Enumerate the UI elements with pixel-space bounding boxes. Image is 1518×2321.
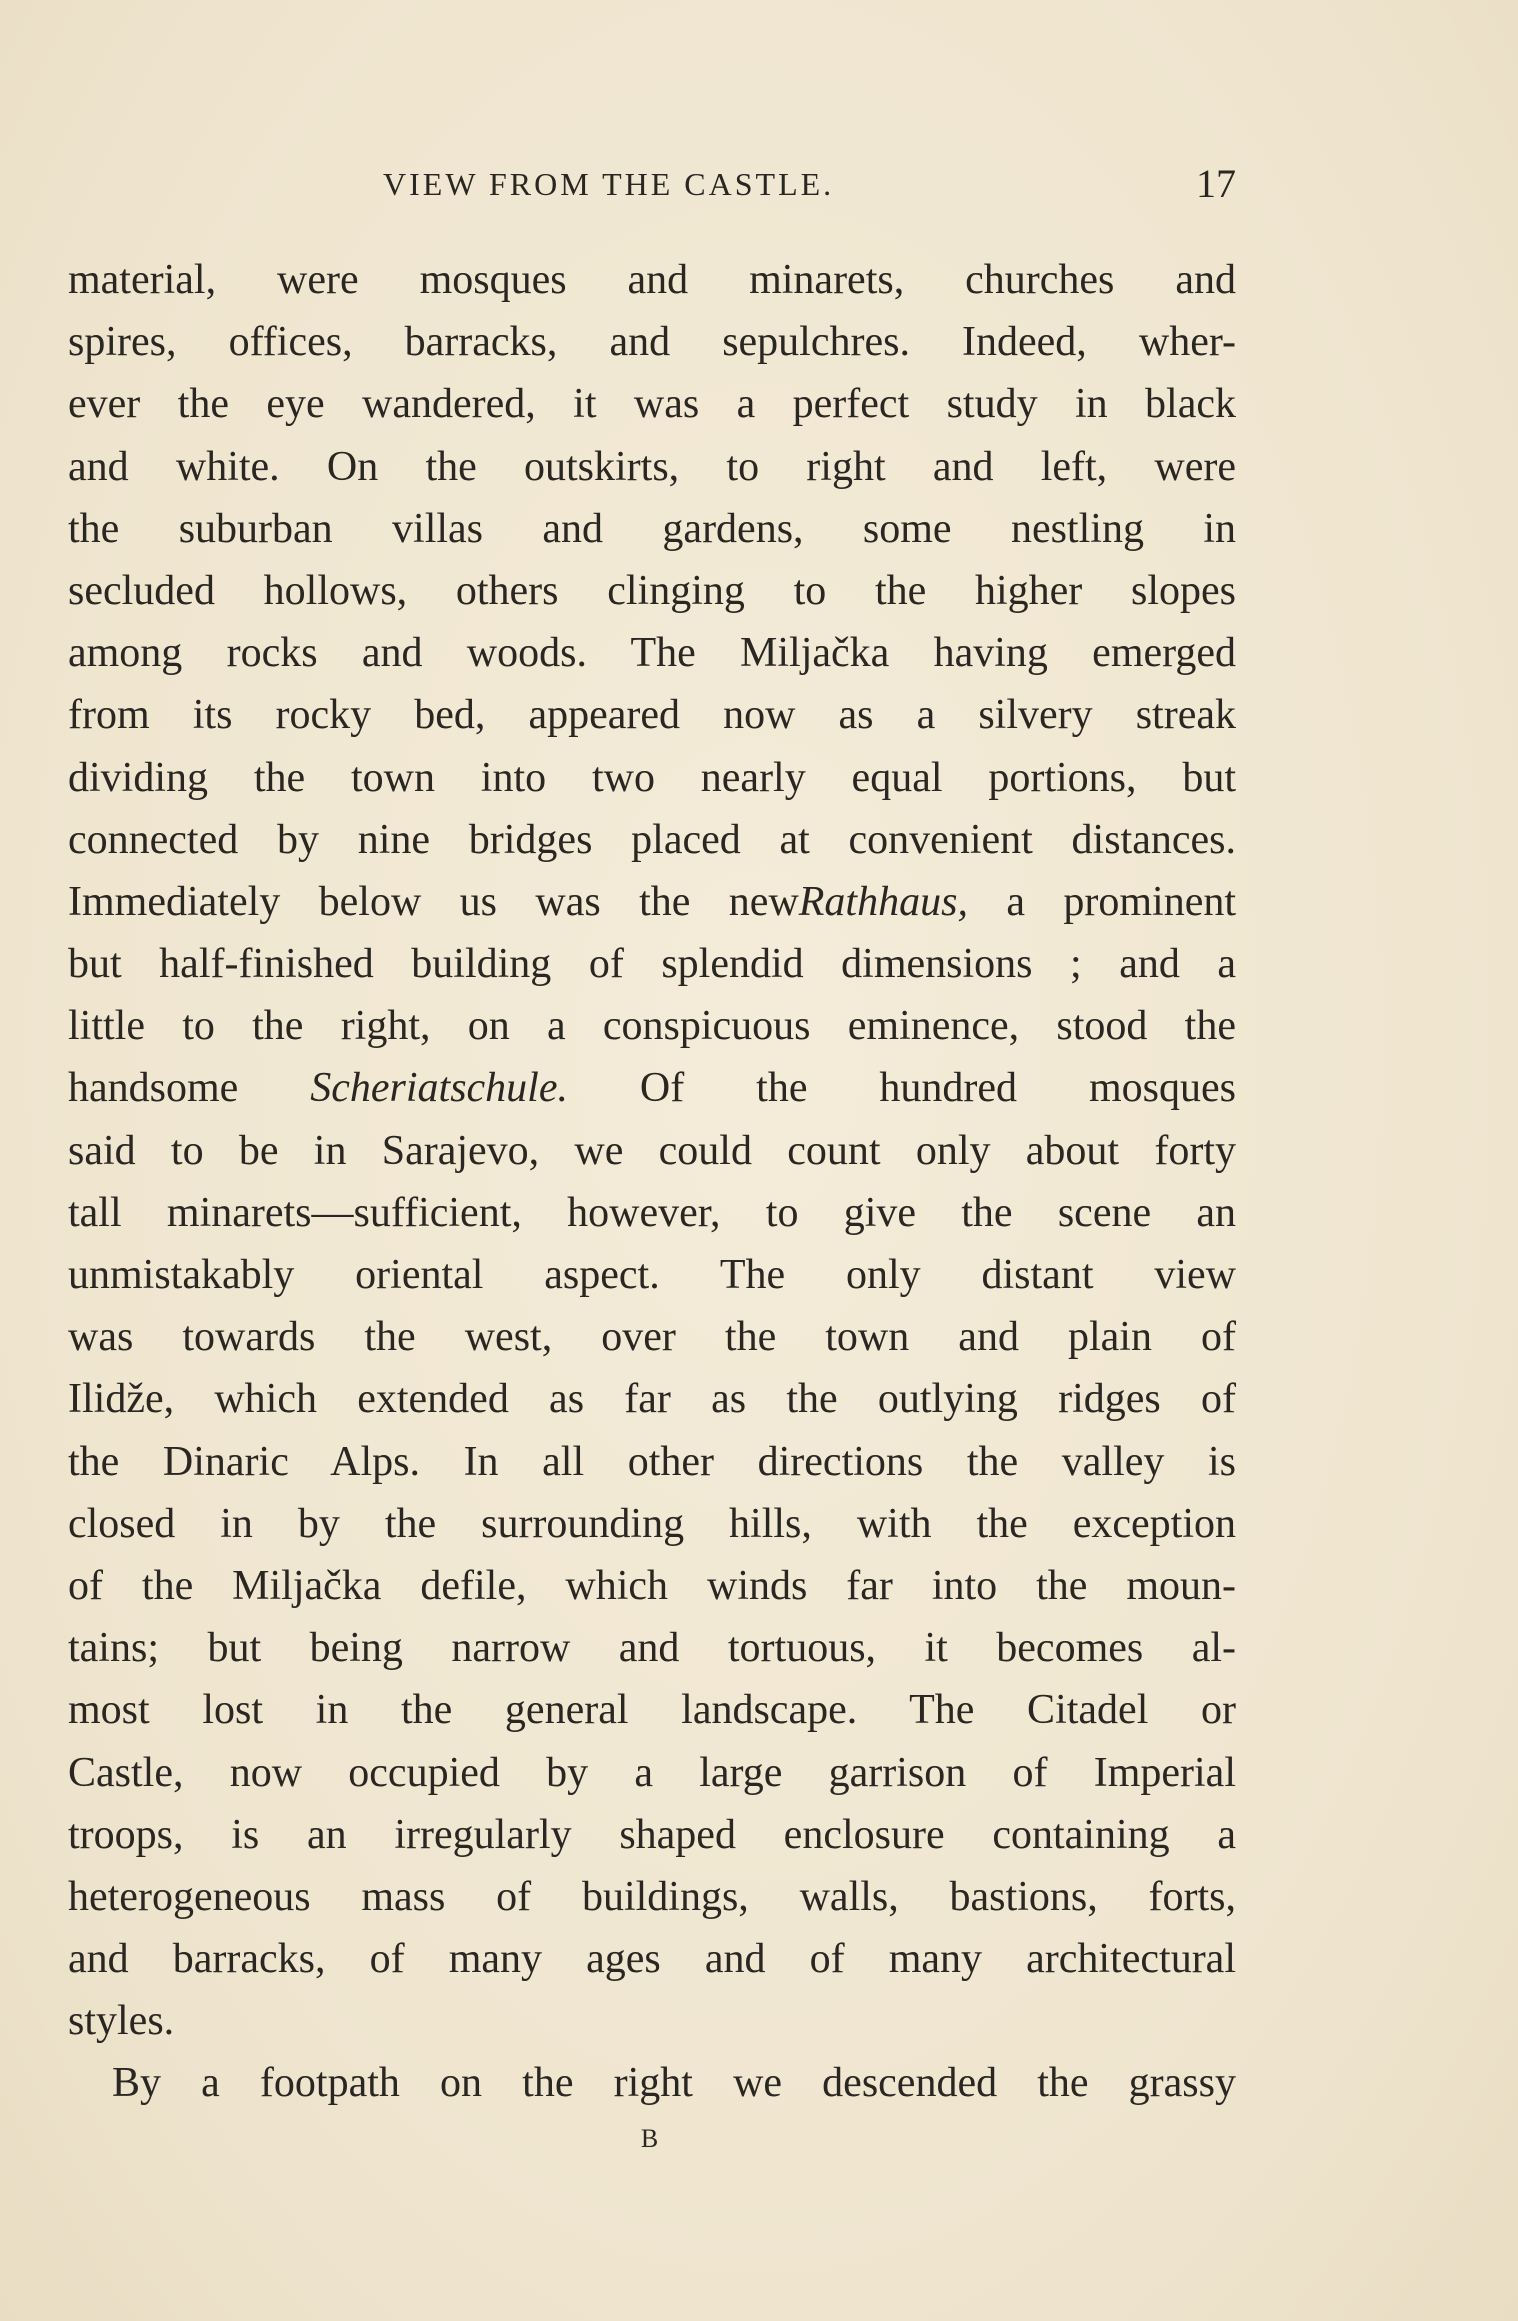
body-text: [68, 249, 1236, 2115]
text-line: from its rocky bed, appeared now as a silvery streak: [68, 692, 1236, 739]
text-line: and white. On the outskirts, to right and left, were: [68, 443, 1236, 490]
text-line: the Dinaric Alps. In all other directions the valley is: [68, 1438, 1236, 1485]
text-line: material, were mosques and minarets, churches and: [68, 257, 1236, 303]
text-line: [68, 871, 1236, 933]
text-line: ever the eye wandered, it was a perfect study in black: [68, 381, 1236, 428]
text-line: but half-finished building of splendid dimensions ; and a: [68, 941, 1236, 988]
text-line: heterogeneous mass of buildings, walls, bastions, forts,: [68, 1873, 1236, 1920]
text-line: of the Miljačka defile, which winds far into the moun-: [68, 1562, 1236, 1609]
running-head: [68, 160, 1236, 210]
italic-term-rathhaus: Rathhaus,: [798, 878, 968, 925]
text-line: troops, is an irregularly shaped enclosure containing a: [68, 1811, 1236, 1858]
page-number: 17: [1196, 161, 1236, 206]
running-title: VIEW FROM THE CASTLE.: [383, 166, 835, 202]
text-line: was towards the west, over the town and plain of: [68, 1314, 1236, 1361]
text-line: tains; but being narrow and tortuous, it becomes al-: [68, 1625, 1236, 1672]
text-line: Ilidže, which extended as far as the outlying ridges of: [68, 1376, 1236, 1423]
text-segment: handsome: [68, 1065, 311, 1112]
text-segment: Immediately below us was the new: [68, 878, 799, 925]
text-line: the suburban villas and gardens, some nestling in: [68, 505, 1236, 552]
text-line: little to the right, on a conspicuous eminence, stood the: [68, 1003, 1236, 1050]
text-line: Castle, now occupied by a large garrison of Imperial: [68, 1749, 1236, 1796]
text-line: connected by nine bridges placed at convenient distances.: [68, 816, 1236, 863]
text-line: [68, 1057, 1236, 1119]
text-line: dividing the town into two nearly equal portions, but: [68, 754, 1236, 801]
text-line: secluded hollows, others clinging to the higher slopes: [68, 567, 1236, 614]
paragraph-end-line: styles.: [68, 1998, 175, 2045]
text-line: closed in by the surrounding hills, with the exception: [68, 1500, 1236, 1547]
paragraph-start-line: By a footpath on the right we descended the grassy: [112, 2060, 1236, 2107]
text-segment: Of the hundred mosques: [568, 1065, 1236, 1112]
text-line: most lost in the general landscape. The Citadel or: [68, 1687, 1236, 1734]
text-line: unmistakably oriental aspect. The only distant view: [68, 1252, 1236, 1298]
signature-mark: B: [640, 2124, 660, 2153]
italic-term-scheriatschule: Scheriatschule.: [310, 1065, 568, 1112]
text-line: said to be in Sarajevo, we could count only about forty: [68, 1127, 1236, 1174]
text-line: and barracks, of many ages and of many architectural: [68, 1936, 1236, 1983]
text-line: spires, offices, barracks, and sepulchres. Indeed, wher-: [68, 319, 1236, 366]
text-segment: a prominent: [967, 878, 1237, 925]
text-line: among rocks and woods. The Miljačka having emerged: [68, 630, 1236, 677]
text-line: tall minarets—sufficient, however, to give the scene an: [68, 1189, 1236, 1236]
